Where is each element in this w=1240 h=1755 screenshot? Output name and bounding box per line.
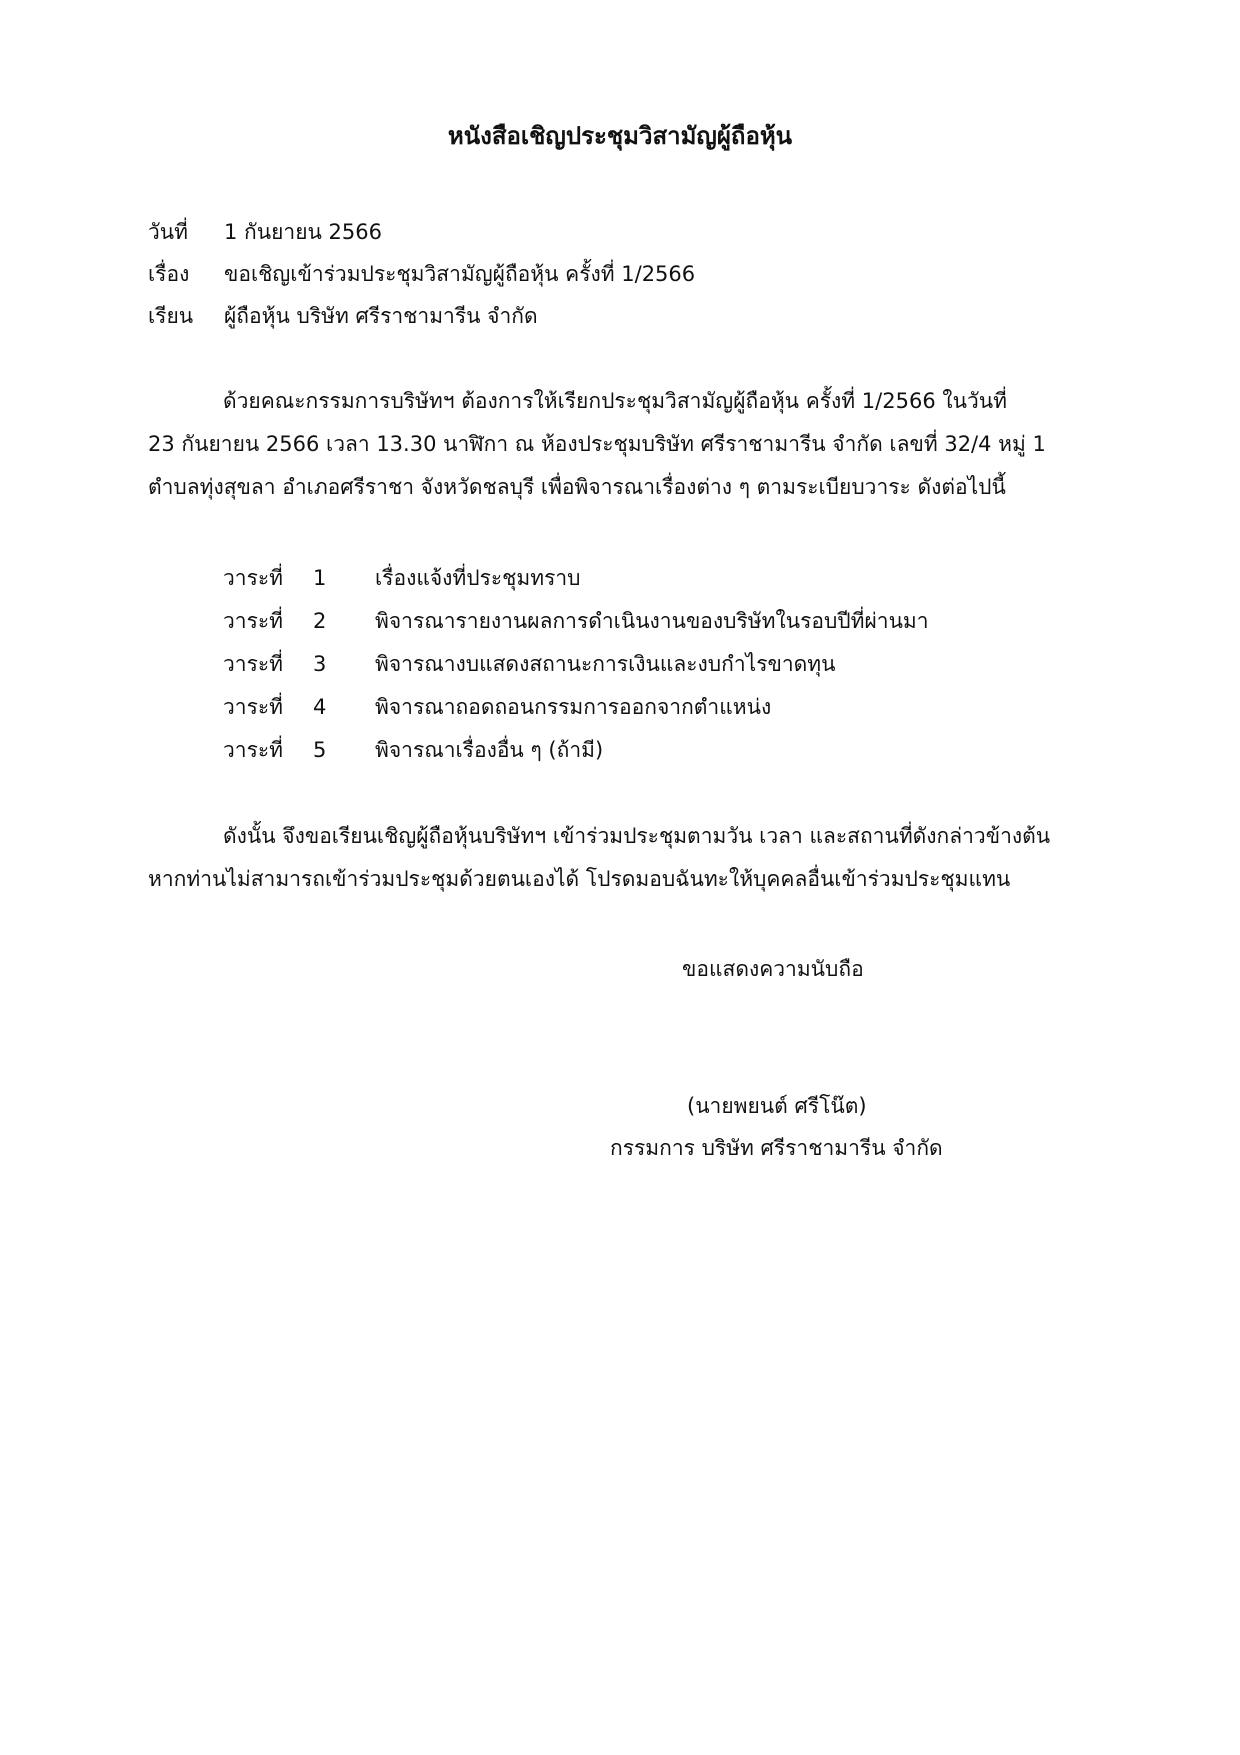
agenda-label: วาระที่ — [223, 738, 283, 762]
agenda-number: 5 — [313, 738, 327, 762]
agenda-text: พิจารณาถอดถอนกรรมการออกจากตำแหน่ง — [375, 695, 772, 719]
agenda-number: 2 — [313, 609, 327, 633]
date-row — [148, 216, 382, 246]
agenda-item — [223, 562, 581, 595]
signer-title: กรรมการ บริษัท ศรีราชามารีน จำกัด — [610, 1136, 943, 1160]
recipient-row — [148, 300, 538, 330]
conclusion-line-2: หากท่านไม่สามารถเข้าร่วมประชุมด้วยตนเองได้ โปรดมอบฉันทะให้บุคคลอื่นเข้าร่วมประชุมแทน — [148, 867, 1011, 891]
date-label: วันที่ — [148, 220, 188, 244]
subject-value: ขอเชิญเข้าร่วมประชุมวิสามัญผู้ถือหุ้น ครั้งที่ 1/2566 — [224, 262, 696, 286]
intro-line-1: ด้วยคณะกรรมการบริษัทฯ ต้องการให้เรียกประชุมวิสามัญผู้ถือหุ้น ครั้งที่ 1/2566 ในวันที่ — [223, 389, 1007, 413]
agenda-item — [223, 648, 835, 681]
signer-name: (นายพยนต์ ศรีโน๊ต) — [687, 1094, 867, 1118]
agenda-text: พิจารณาเรื่องอื่น ๆ (ถ้ามี) — [375, 738, 604, 762]
agenda-text: เรื่องแจ้งที่ประชุมทราบ — [375, 566, 581, 590]
date-value: 1 กันยายน 2566 — [224, 220, 382, 244]
agenda-text: พิจารณารายงานผลการดำเนินงานของบริษัทในรอบปีที่ผ่านมา — [375, 609, 929, 633]
recipient-value: ผู้ถือหุ้น บริษัท ศรีราชามารีน จำกัด — [224, 304, 538, 328]
intro-line-3: ตำบลทุ่งสุขลา อำเภอศรีราชา จังหวัดชลบุรี เพื่อพิจารณาเรื่องต่าง ๆ ตามระเบียบวาระ ดังต่อไปนี้ — [148, 475, 1006, 499]
document-title: หนังสือเชิญประชุมวิสามัญผู้ถือหุ้น — [447, 122, 793, 150]
agenda-label: วาระที่ — [223, 652, 283, 676]
agenda-item — [223, 691, 771, 724]
agenda-number: 4 — [313, 695, 327, 719]
subject-row — [148, 258, 695, 288]
agenda-label: วาระที่ — [223, 566, 283, 590]
subject-label: เรื่อง — [148, 262, 190, 286]
agenda-item — [223, 605, 929, 638]
recipient-label: เรียน — [148, 304, 194, 328]
intro-line-2: 23 กันยายน 2566 เวลา 13.30 นาฬิกา ณ ห้องประชุมบริษัท ศรีราชามารีน จำกัด เลขที่ 32/4 หมู่ 1 — [148, 432, 1046, 456]
agenda-label: วาระที่ — [223, 695, 283, 719]
agenda-number: 1 — [313, 566, 327, 590]
agenda-item — [223, 734, 603, 767]
agenda-text: พิจารณางบแสดงสถานะการเงินและงบกำไรขาดทุน — [375, 652, 836, 676]
closing-text: ขอแสดงความนับถือ — [682, 957, 864, 981]
conclusion-line-1: ดังนั้น จึงขอเรียนเชิญผู้ถือหุ้นบริษัทฯ เข้าร่วมประชุมตามวัน เวลา และสถานที่ดังกล่าวข้างต้น — [223, 824, 1051, 848]
agenda-label: วาระที่ — [223, 609, 283, 633]
agenda-number: 3 — [313, 652, 327, 676]
